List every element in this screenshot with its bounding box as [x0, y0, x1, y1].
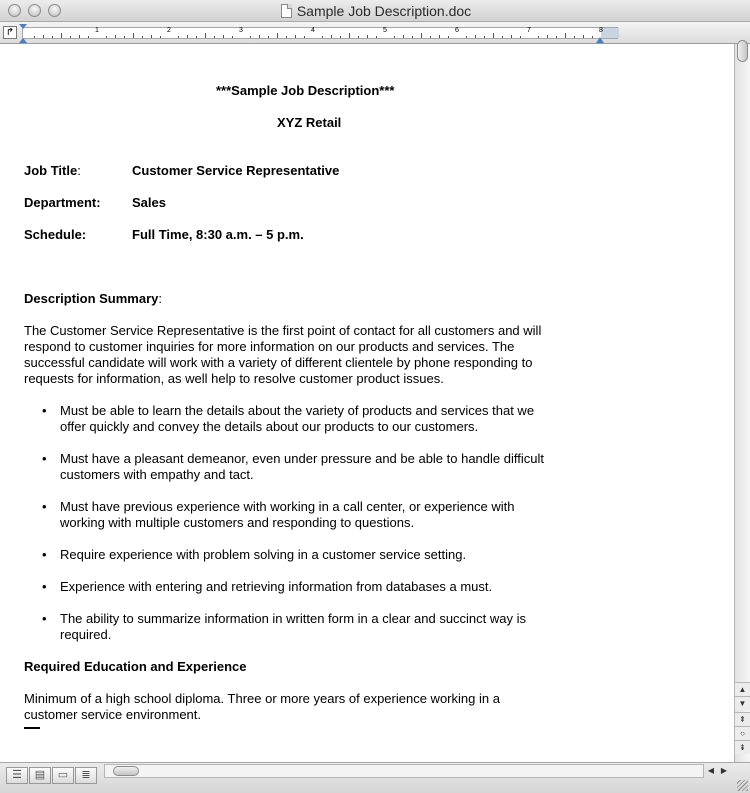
ruler-tick [376, 36, 377, 38]
ruler-tick [556, 36, 557, 38]
text-cursor [24, 727, 40, 729]
bullet-dot: • [42, 451, 47, 466]
summary-heading: Description Summary: [24, 291, 162, 306]
previous-page-button[interactable]: ⇞ [735, 712, 750, 726]
ruler-tick [466, 36, 467, 38]
field-value-department: Sales [132, 195, 166, 210]
bullet-line: offer quickly and convey the details about our products to our customers. [60, 419, 479, 434]
summary-line: respond to customer inquiries for more information on our products and services. The [24, 339, 515, 354]
ruler-tick [403, 35, 404, 38]
ruler-tick [133, 33, 134, 38]
bullet-line: working with multiple customers and responding to questions. [60, 515, 415, 530]
bullet-line: Experience with entering and retrieving information from databases a must. [60, 579, 493, 594]
field-label-schedule: Schedule: [24, 227, 87, 242]
window-title: Sample Job Description.doc [296, 3, 472, 19]
resize-grip-icon[interactable] [737, 780, 748, 791]
bullet-item [60, 451, 620, 483]
bullet-dot: • [42, 403, 47, 418]
ruler-tick [565, 33, 566, 38]
ruler-bar [0, 22, 750, 44]
ruler-tick [295, 35, 296, 38]
vertical-scrollbar[interactable] [734, 44, 750, 762]
ruler-tick [34, 36, 35, 38]
ruler-tick [277, 33, 278, 38]
ruler-tick [70, 36, 71, 38]
ruler-tick [574, 36, 575, 38]
scroll-left-button[interactable]: ◀ [707, 766, 715, 775]
scroll-up-button[interactable]: ▲ [735, 682, 750, 696]
vertical-scroll-thumb[interactable] [737, 40, 748, 62]
scroll-right-button[interactable]: ▶ [720, 766, 728, 775]
ruler-tick [367, 35, 368, 38]
print-layout-view-button[interactable]: ▭ [52, 767, 74, 784]
bullet-dot: • [42, 499, 47, 514]
ruler-number: 6 [455, 27, 459, 34]
ruler-tick [484, 36, 485, 38]
ruler-tick [223, 35, 224, 38]
bullet-item [60, 499, 620, 531]
ruler-tick [394, 36, 395, 38]
scroll-down-button[interactable]: ▼ [735, 696, 750, 710]
education-paragraph [24, 691, 500, 723]
left-indent-marker[interactable] [19, 38, 27, 43]
ruler-tick [304, 36, 305, 38]
right-indent-marker[interactable] [596, 37, 604, 43]
bullet-dot: • [42, 547, 47, 562]
title-bar [0, 0, 750, 22]
ruler-tick [547, 35, 548, 38]
draft-view-button[interactable]: ☰ [6, 767, 28, 784]
bullet-item [60, 579, 620, 595]
ruler-tick [106, 36, 107, 38]
bullet-dot: • [42, 579, 47, 594]
ruler-tick [538, 36, 539, 38]
ruler-tick [43, 35, 44, 38]
ruler-tick [583, 35, 584, 38]
horizontal-scrollbar[interactable] [104, 764, 704, 778]
status-bar [0, 762, 750, 793]
ruler-tick [286, 36, 287, 38]
ruler-number: 5 [383, 27, 387, 34]
ruler-tick [340, 36, 341, 38]
next-page-button[interactable]: ⇟ [735, 740, 750, 754]
ruler-tick [151, 35, 152, 38]
ruler-tick [439, 35, 440, 38]
tab-selector-icon[interactable]: ↱ [3, 26, 17, 39]
ruler-tick [205, 33, 206, 38]
bullet-line: Require experience with problem solving in a customer service setting. [60, 547, 467, 562]
field-value-job-title: Customer Service Representative [132, 163, 340, 178]
summary-line: requests for information, as well help to resolve customer product issues. [24, 371, 444, 386]
ruler-tick [349, 33, 350, 38]
education-line: Minimum of a high school diploma. Three or more years of experience working in a [24, 691, 500, 706]
ruler-tick [475, 35, 476, 38]
field-label-department: Department: [24, 195, 101, 210]
ruler-tick [61, 33, 62, 38]
bullet-line: The ability to summarize information in written form in a clear and succinct way is [60, 611, 527, 626]
browse-object-button[interactable]: ○ [735, 726, 750, 740]
ruler-tick [214, 36, 215, 38]
ruler-number: 8 [599, 27, 603, 34]
ruler-tick [250, 36, 251, 38]
ruler-tick [232, 36, 233, 38]
ruler-tick [160, 36, 161, 38]
document-heading: ***Sample Job Description*** [216, 83, 395, 98]
bullet-item [60, 403, 620, 435]
bullet-line: Must have a pleasant demeanor, even under pressure and be able to handle difficult [60, 451, 544, 466]
horizontal-ruler[interactable] [22, 27, 618, 39]
ruler-tick [502, 36, 503, 38]
bullet-line: Must have previous experience with working in a call center, or experience with [60, 499, 515, 514]
bullet-line: Must be able to learn the details about the variety of products and services that we [60, 403, 535, 418]
ruler-tick [520, 36, 521, 38]
bullet-line: customers with empathy and tact. [60, 467, 254, 482]
ruler-tick [88, 36, 89, 38]
summary-paragraph [24, 323, 541, 387]
summary-line: successful candidate will work with a variety of different clientele by phone responding to [24, 355, 533, 370]
ruler-tick [142, 36, 143, 38]
company-name: XYZ Retail [277, 115, 342, 130]
ruler-tick [178, 36, 179, 38]
ruler-tick [493, 33, 494, 38]
ruler-tick [52, 36, 53, 38]
ruler-tick [592, 36, 593, 38]
first-line-indent-marker[interactable] [19, 24, 27, 29]
ruler-tick [79, 35, 80, 38]
outline-view-button[interactable]: ▤ [29, 767, 51, 784]
field-label-job-title: Job Title: [24, 163, 81, 178]
ruler-tick [268, 36, 269, 38]
ruler-number: 4 [311, 27, 315, 34]
bullet-item [60, 547, 620, 563]
ruler-tick [358, 36, 359, 38]
ruler-tick [421, 33, 422, 38]
education-heading: Required Education and Experience [24, 659, 247, 674]
ruler-tick [322, 36, 323, 38]
bullet-line: required. [60, 627, 112, 642]
ruler-tick [430, 36, 431, 38]
ruler-tick [412, 36, 413, 38]
ruler-tick [331, 35, 332, 38]
bullet-item [60, 611, 620, 643]
ruler-tick [196, 36, 197, 38]
ruler-number: 1 [95, 27, 99, 34]
bullet-dot: • [42, 611, 47, 626]
ruler-tick [259, 35, 260, 38]
ruler-tick [124, 36, 125, 38]
field-value-schedule: Full Time, 8:30 a.m. – 5 p.m. [132, 227, 304, 242]
document-page[interactable] [0, 44, 734, 762]
education-line: customer service environment. [24, 707, 202, 722]
ruler-number: 2 [167, 27, 171, 34]
horizontal-scroll-thumb[interactable] [113, 766, 139, 776]
ruler-tick [187, 35, 188, 38]
ruler-tick [511, 35, 512, 38]
ruler-number: 3 [239, 27, 243, 34]
summary-line: The Customer Service Representative is the first point of contact for all customers and will [24, 323, 542, 338]
notebook-view-button[interactable]: ≣ [75, 767, 97, 784]
ruler-tick [448, 36, 449, 38]
ruler-number: 7 [527, 27, 531, 34]
ruler-tick [115, 35, 116, 38]
